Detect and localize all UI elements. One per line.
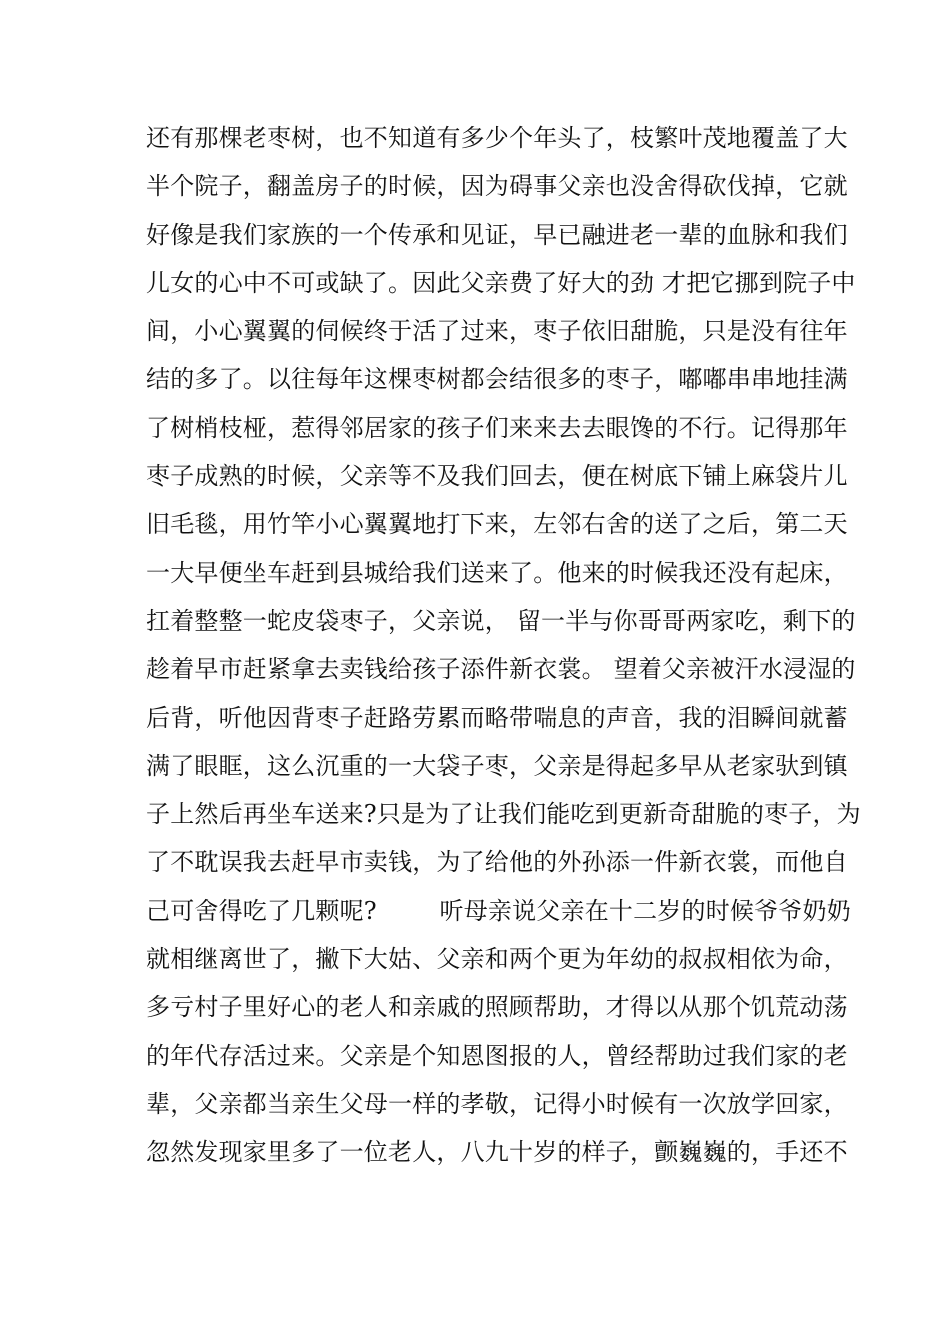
text-line: 一大早便坐车赶到县城给我们送来了。他来的时候我还没有起床，: [146, 558, 848, 587]
text-line: 旧毛毯，用竹竿小心翼翼地打下来，左邻右舍的送了之后，第二天: [146, 510, 848, 539]
body-text: [146, 124, 861, 1189]
text-line: 了树梢枝桠，惹得邻居家的孩子们来来去去眼馋的不行。记得那年: [146, 413, 848, 442]
text-line: 满了眼眶，这么沉重的一大袋子枣，父亲是得起多早从老家驮到镇: [146, 751, 848, 780]
text-line: 结的多了。以往每年这棵枣树都会结很多的枣子，嘟嘟串串地挂满: [146, 365, 848, 394]
text-line: 多亏村子里好心的老人和亲戚的照顾帮助，才得以从那个饥荒动荡: [146, 993, 848, 1022]
text-line: 的年代存活过来。父亲是个知恩图报的人，曾经帮助过我们家的老: [146, 1041, 848, 1070]
text-line: 枣子成熟的时候，父亲等不及我们回去，便在树底下铺上麻袋片儿: [146, 462, 848, 491]
text-line: 子上然后再坐车送来?只是为了让我们能吃到更新奇甜脆的枣子，为: [146, 800, 861, 829]
text-line: 儿女的心中不可或缺了。因此父亲费了好大的劲 才把它挪到院子中: [146, 268, 856, 297]
text-line: 了不耽误我去赶早市卖钱，为了给他的外孙添一件新衣裳，而他自: [146, 848, 848, 877]
text-line: 后背，听他因背枣子赶路劳累而略带喘息的声音，我的泪瞬间就蓄: [146, 703, 848, 732]
text-line: 间，小心翼翼的伺候终于活了过来，枣子依旧甜脆，只是没有往年: [146, 317, 848, 346]
text-line: 扛着整整一蛇皮袋枣子，父亲说， 留一半与你哥哥两家吃，剩下的: [146, 606, 856, 635]
text-line: 辈，父亲都当亲生父母一样的孝敬，记得小时候有一次放学回家，: [146, 1089, 848, 1118]
text-line: 半个院子，翻盖房子的时候，因为碍事父亲也没舍得砍伐掉，它就: [146, 172, 848, 201]
text-line: 己可舍得吃了几颗呢? 听母亲说父亲在十二岁的时候爷爷奶奶: [146, 896, 851, 925]
text-line: 还有那棵老枣树，也不知道有多少个年头了，枝繁叶茂地覆盖了大: [146, 124, 848, 152]
text-line: 好像是我们家族的一个传承和见证，早已融进老一辈的血脉和我们: [146, 220, 848, 249]
text-line: 趁着早市赶紧拿去卖钱给孩子添件新衣裳。 望着父亲被汗水浸湿的: [146, 655, 856, 684]
text-line: 就相继离世了，撇下大姑、父亲和两个更为年幼的叔叔相依为命，: [146, 945, 848, 974]
text-line: 忽然发现家里多了一位老人，八九十岁的样子，颤巍巍的，手还不: [146, 1138, 848, 1167]
